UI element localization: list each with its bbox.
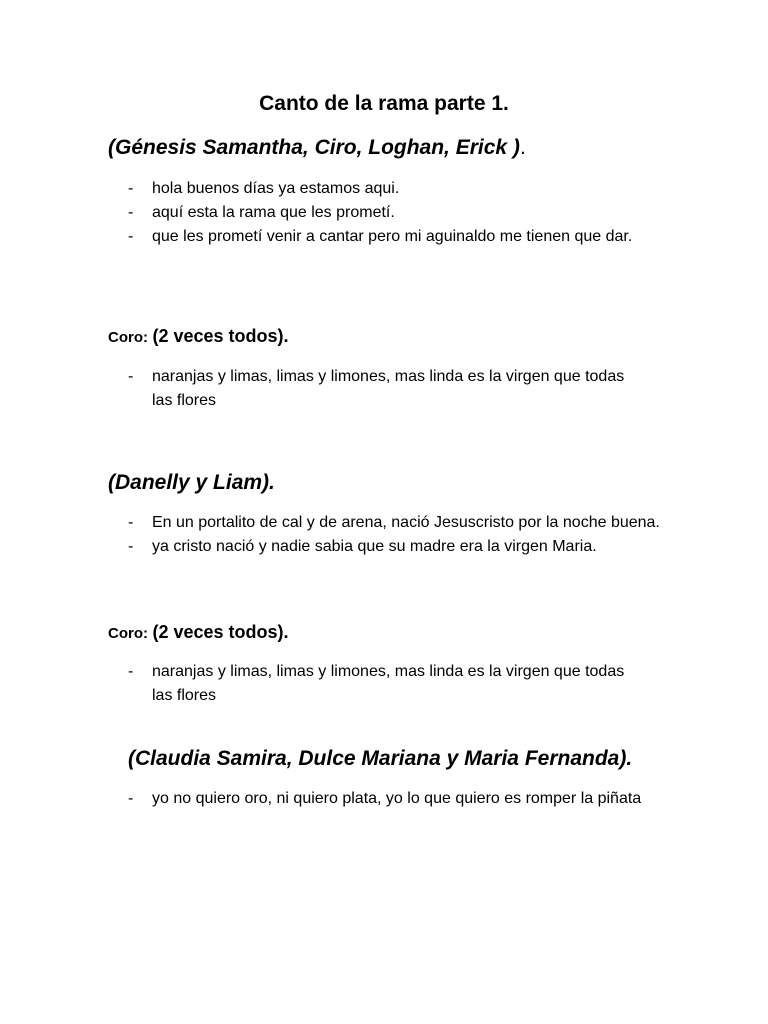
- dash-bullet: -: [128, 368, 134, 385]
- heading-trail: .: [519, 136, 526, 159]
- section-heading-3: (Claudia Samira, Dulce Mariana y Maria Fernanda).: [128, 747, 633, 770]
- section-heading-1: [108, 136, 526, 160]
- dash-bullet: -: [128, 790, 134, 807]
- section-heading-2: (Danelly y Liam).: [108, 471, 275, 494]
- chorus-list-2: [128, 660, 648, 708]
- verse-list-3: [128, 787, 648, 811]
- dash-bullet: -: [128, 228, 134, 245]
- chorus-heading-1: [108, 326, 289, 347]
- verse-line: [128, 535, 668, 559]
- chorus-line: [128, 365, 648, 413]
- chorus-text: naranjas y limas, limas y limones, mas linda es la virgen que todas las flores: [152, 663, 625, 704]
- verse-list-1: [128, 177, 668, 249]
- verse-text: hola buenos días ya estamos aqui.: [152, 180, 400, 197]
- dash-bullet: -: [128, 538, 134, 555]
- dash-bullet: -: [128, 180, 134, 197]
- verse-line: [128, 177, 668, 201]
- page-title: Canto de la rama parte 1.: [259, 92, 509, 115]
- verse-list-2: [128, 511, 668, 559]
- verse-text: ya cristo nació y nadie sabia que su madre era la virgen Maria.: [152, 538, 597, 555]
- verse-line: [128, 787, 648, 811]
- chorus-line: [128, 660, 648, 708]
- dash-bullet: -: [128, 514, 134, 531]
- verse-text: aquí esta la rama que les prometí.: [152, 204, 395, 221]
- chorus-text: naranjas y limas, limas y limones, mas linda es la virgen que todas las flores: [152, 368, 625, 409]
- chorus-list-1: [128, 365, 648, 413]
- dash-bullet: -: [128, 663, 134, 680]
- chorus-instruction: (2 veces todos).: [152, 622, 289, 642]
- singers-names: (Génesis Samantha, Ciro, Loghan, Erick ): [108, 136, 520, 159]
- verse-line: [128, 201, 668, 225]
- verse-text: que les prometí venir a cantar pero mi aguinaldo me tienen que dar.: [152, 228, 633, 245]
- chorus-heading-2: [108, 622, 289, 643]
- dash-bullet: -: [128, 204, 134, 221]
- chorus-label: Coro:: [108, 329, 148, 346]
- chorus-instruction: (2 veces todos).: [152, 326, 289, 346]
- verse-line: [128, 511, 672, 535]
- chorus-label: Coro:: [108, 625, 148, 642]
- verse-line: [128, 225, 652, 249]
- verse-text: yo no quiero oro, ni quiero plata, yo lo que quiero es romper la piñata: [152, 790, 642, 807]
- verse-text: En un portalito de cal y de arena, nació Jesuscristo por la noche buena.: [152, 514, 660, 531]
